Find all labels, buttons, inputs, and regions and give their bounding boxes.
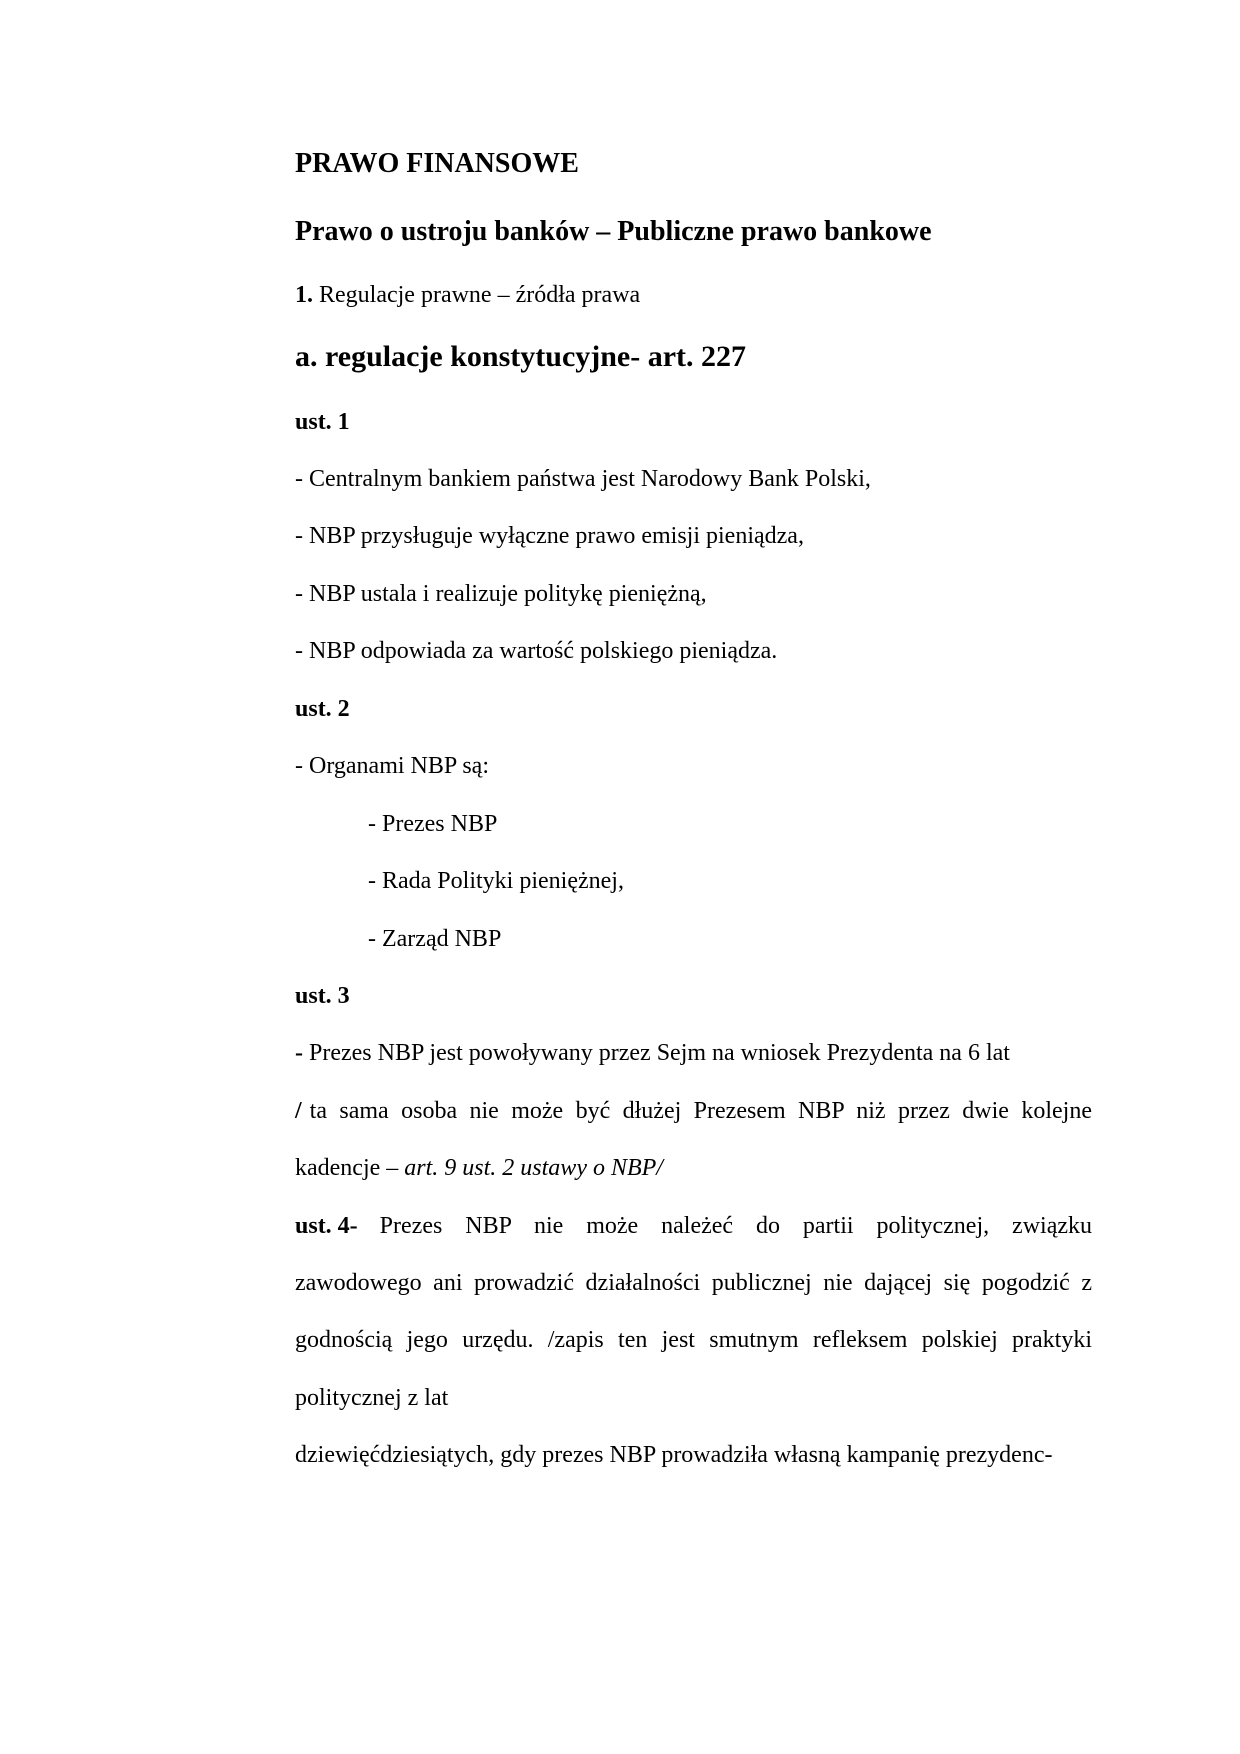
ust-4-label: ust. 4-	[295, 1213, 358, 1239]
ust-3-line	[295, 1156, 663, 1180]
ust-4-line: dziewięćdziesiątych, gdy prezes NBP prowadziła własną kampanię prezydenc-	[295, 1442, 1053, 1468]
ust-4-line-text: Prezes NBP nie może należeć do partii politycznej, związku	[379, 1213, 1092, 1239]
ust-1-item: - NBP ustala i realizuje politykę pieniężną,	[295, 581, 707, 607]
ust-1-item: - Centralnym bankiem państwa jest Narodowy Bank Polski,	[295, 466, 871, 492]
section-1-text: Regulacje prawne – źródła prawa	[313, 282, 641, 308]
organ-list-item: - Zarząd NBP	[368, 926, 502, 952]
ust-3-line	[295, 1099, 1092, 1123]
ust-4-line: politycznej z lat	[295, 1385, 449, 1411]
document-title: PRAWO FINANSOWE	[295, 148, 579, 179]
ust-3-line	[295, 1041, 1010, 1065]
section-1-heading	[295, 283, 640, 307]
ust-4-line	[295, 1214, 1092, 1238]
ust-3-label: ust. 3	[295, 983, 350, 1009]
ust-4-line: godnością jego urzędu. /zapis ten jest smutnym refleksem polskiej praktyki	[295, 1327, 1092, 1353]
ust-3-line-text: kadencje –	[295, 1155, 405, 1181]
ust-2-intro: - Organami NBP są:	[295, 753, 489, 779]
organ-list-item: - Rada Polityki pieniężnej,	[368, 868, 624, 894]
ust-3-slash: /	[295, 1098, 302, 1124]
ust-4-line: zawodowego ani prowadzić działalności publicznej nie dającej się pogodzić z	[295, 1270, 1092, 1296]
section-a-heading: a. regulacje konstytucyjne- art. 227	[295, 340, 747, 373]
ust-1-label: ust. 1	[295, 409, 350, 435]
ust-3-citation: art. 9 ust. 2 ustawy o NBP/	[404, 1155, 663, 1181]
section-1-number: 1.	[295, 282, 313, 308]
ust-1-item: - NBP odpowiada za wartość polskiego pieniądza.	[295, 638, 778, 664]
ust-3-line-text: ta sama osoba nie może być dłużej Prezesem NBP niż przez dwie kolejne	[309, 1098, 1092, 1124]
ust-1-item: - NBP przysługuje wyłączne prawo emisji pieniądza,	[295, 523, 804, 549]
ust-3-dash: -	[295, 1040, 303, 1066]
document-subtitle: Prawo o ustroju banków – Publiczne prawo bankowe	[295, 216, 932, 247]
organ-list-item: - Prezes NBP	[368, 811, 498, 837]
ust-2-label: ust. 2	[295, 696, 350, 722]
ust-3-line-text: Prezes NBP jest powoływany przez Sejm na wniosek Prezydenta na 6 lat	[309, 1040, 1010, 1066]
